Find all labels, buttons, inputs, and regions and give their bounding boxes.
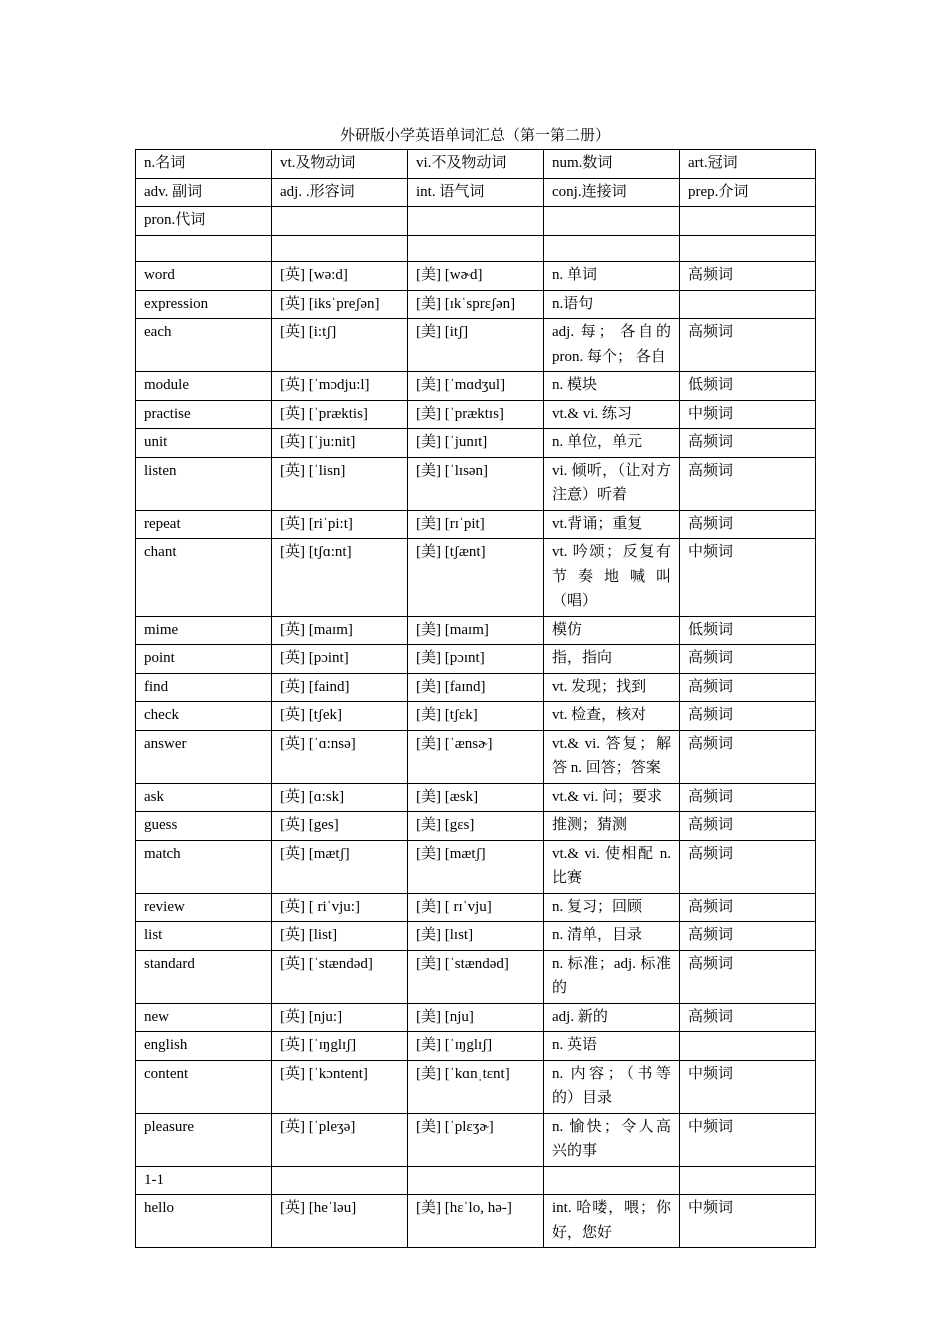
table-row	[136, 783, 816, 812]
us-phonetic-cell: [美] [ˈmɑdʒul]	[408, 372, 544, 401]
definition-cell: int. 哈喽，喂；你好，您好	[544, 1195, 680, 1248]
us-phonetic-cell: [美] [gɛs]	[408, 812, 544, 841]
us-phonetic-cell: [美] [ˈjunɪt]	[408, 429, 544, 458]
table-row	[136, 1166, 816, 1195]
uk-phonetic-cell	[272, 235, 408, 262]
definition-cell: n. 内容；（书等的）目录	[544, 1060, 680, 1113]
us-phonetic-cell: [美] [maɪm]	[408, 616, 544, 645]
us-phonetic-cell: [美] [hɛˈlo, hə-]	[408, 1195, 544, 1248]
word-cell: find	[136, 673, 272, 702]
table-row	[136, 207, 816, 236]
table-row	[136, 290, 816, 319]
definition-cell: n. 清单，目录	[544, 922, 680, 951]
document-title: 外研版小学英语单词汇总（第一第二册）	[339, 128, 610, 144]
frequency-cell: 中频词	[680, 539, 816, 617]
word-cell: pleasure	[136, 1113, 272, 1166]
frequency-cell	[680, 1166, 816, 1195]
word-cell: pron.代词	[136, 207, 272, 236]
frequency-cell: 高频词	[680, 457, 816, 510]
us-phonetic-cell: [美] [ˈlɪsən]	[408, 457, 544, 510]
definition-cell: n. 单位，单元	[544, 429, 680, 458]
us-phonetic-cell: [美] [ˈɪŋglɪʃ]	[408, 1032, 544, 1061]
frequency-cell	[680, 235, 816, 262]
frequency-cell: prep.介词	[680, 178, 816, 207]
us-phonetic-cell: [美] [ˈpræktɪs]	[408, 400, 544, 429]
frequency-cell: 高频词	[680, 893, 816, 922]
uk-phonetic-cell: [英] [ˈju:nit]	[272, 429, 408, 458]
uk-phonetic-cell: [英] [ riˈvju:]	[272, 893, 408, 922]
uk-phonetic-cell: [英] [riˈpi:t]	[272, 510, 408, 539]
us-phonetic-cell: [美] [ˈstændəd]	[408, 950, 544, 1003]
us-phonetic-cell: int. 语气词	[408, 178, 544, 207]
uk-phonetic-cell: [英] [ˈɑ:nsə]	[272, 730, 408, 783]
table-row	[136, 319, 816, 372]
definition-cell	[544, 235, 680, 262]
word-cell: ask	[136, 783, 272, 812]
word-cell: match	[136, 840, 272, 893]
word-cell: n.名词	[136, 150, 272, 179]
definition-cell: num.数词	[544, 150, 680, 179]
table-row	[136, 840, 816, 893]
word-cell: list	[136, 922, 272, 951]
table-row	[136, 457, 816, 510]
table-row	[136, 645, 816, 674]
frequency-cell: 高频词	[680, 730, 816, 783]
table-row	[136, 235, 816, 262]
us-phonetic-cell	[408, 235, 544, 262]
definition-cell: vt.& vi. 使相配 n. 比赛	[544, 840, 680, 893]
table-row	[136, 510, 816, 539]
frequency-cell: 高频词	[680, 922, 816, 951]
word-cell: word	[136, 262, 272, 291]
us-phonetic-cell	[408, 1166, 544, 1195]
frequency-cell: 高频词	[680, 510, 816, 539]
us-phonetic-cell: [美] [ˈænsɚ]	[408, 730, 544, 783]
frequency-cell: 中频词	[680, 1113, 816, 1166]
definition-cell: 推测；猜测	[544, 812, 680, 841]
table-row	[136, 950, 816, 1003]
word-cell: standard	[136, 950, 272, 1003]
uk-phonetic-cell: [英] [mætʃ]	[272, 840, 408, 893]
uk-phonetic-cell: [英] [ˈkɔntent]	[272, 1060, 408, 1113]
table-row	[136, 1195, 816, 1248]
uk-phonetic-cell: [英] [ˈmɔdju:l]	[272, 372, 408, 401]
us-phonetic-cell: [美] [mætʃ]	[408, 840, 544, 893]
table-row	[136, 730, 816, 783]
table-row	[136, 1060, 816, 1113]
us-phonetic-cell: [美] [ˈplɛʒɚ]	[408, 1113, 544, 1166]
definition-cell: vt.& vi. 答复；解答 n. 回答；答案	[544, 730, 680, 783]
word-cell: guess	[136, 812, 272, 841]
table-row	[136, 673, 816, 702]
table-row	[136, 539, 816, 617]
frequency-cell: 中频词	[680, 1195, 816, 1248]
definition-cell: n. 模块	[544, 372, 680, 401]
uk-phonetic-cell: [英] [tʃɑ:nt]	[272, 539, 408, 617]
uk-phonetic-cell: vt.及物动词	[272, 150, 408, 179]
us-phonetic-cell: [美] [itʃ]	[408, 319, 544, 372]
definition-cell: vt. 检查，核对	[544, 702, 680, 731]
definition-cell	[544, 1166, 680, 1195]
definition-cell: n. 标准；adj. 标准的	[544, 950, 680, 1003]
frequency-cell: 高频词	[680, 319, 816, 372]
us-phonetic-cell: [美] [ rɪˈvju]	[408, 893, 544, 922]
word-cell: module	[136, 372, 272, 401]
word-cell: content	[136, 1060, 272, 1113]
word-cell: repeat	[136, 510, 272, 539]
table-row	[136, 400, 816, 429]
uk-phonetic-cell: [英] [ges]	[272, 812, 408, 841]
definition-cell	[544, 207, 680, 236]
us-phonetic-cell: [美] [rɪˈpit]	[408, 510, 544, 539]
word-cell: english	[136, 1032, 272, 1061]
uk-phonetic-cell	[272, 207, 408, 236]
definition-cell: vt.& vi. 练习	[544, 400, 680, 429]
uk-phonetic-cell: [英] [ˈstændəd]	[272, 950, 408, 1003]
definition-cell: vt. 吟颂；反复有节 奏 地 喊 叫（唱）	[544, 539, 680, 617]
us-phonetic-cell: vi.不及物动词	[408, 150, 544, 179]
uk-phonetic-cell: [英] [ɑ:sk]	[272, 783, 408, 812]
table-row	[136, 178, 816, 207]
uk-phonetic-cell: [英] [ˈpleʒə]	[272, 1113, 408, 1166]
uk-phonetic-cell: [英] [ˈlisn]	[272, 457, 408, 510]
uk-phonetic-cell: [英] [ˈɪŋglɪʃ]	[272, 1032, 408, 1061]
word-cell: point	[136, 645, 272, 674]
us-phonetic-cell: [美] [nju]	[408, 1003, 544, 1032]
definition-cell: adj. 每； 各自的 pron. 每个； 各自	[544, 319, 680, 372]
uk-phonetic-cell: adj. .形容词	[272, 178, 408, 207]
definition-cell: vi. 倾听，（让对方注意）听着	[544, 457, 680, 510]
definition-cell: vt.背诵；重复	[544, 510, 680, 539]
definition-cell: n. 单词	[544, 262, 680, 291]
us-phonetic-cell	[408, 207, 544, 236]
frequency-cell: 高频词	[680, 812, 816, 841]
table-row	[136, 1003, 816, 1032]
word-cell	[136, 235, 272, 262]
definition-cell: n. 愉快；令人高兴的事	[544, 1113, 680, 1166]
frequency-cell: 中频词	[680, 1060, 816, 1113]
table-row	[136, 429, 816, 458]
uk-phonetic-cell: [英] [tʃek]	[272, 702, 408, 731]
frequency-cell: 高频词	[680, 702, 816, 731]
word-cell: adv. 副词	[136, 178, 272, 207]
word-cell: unit	[136, 429, 272, 458]
uk-phonetic-cell: [英] [ˈpræktis]	[272, 400, 408, 429]
uk-phonetic-cell: [英] [wə:d]	[272, 262, 408, 291]
table-row	[136, 150, 816, 179]
us-phonetic-cell: [美] [lɪst]	[408, 922, 544, 951]
word-cell: hello	[136, 1195, 272, 1248]
uk-phonetic-cell: [英] [heˈləu]	[272, 1195, 408, 1248]
definition-cell: vt. 发现；找到	[544, 673, 680, 702]
frequency-cell: 低频词	[680, 616, 816, 645]
word-cell: answer	[136, 730, 272, 783]
definition-cell: adj. 新的	[544, 1003, 680, 1032]
definition-cell: n. 复习；回顾	[544, 893, 680, 922]
word-cell: expression	[136, 290, 272, 319]
frequency-cell: 低频词	[680, 372, 816, 401]
frequency-cell	[680, 1032, 816, 1061]
table-row	[136, 1032, 816, 1061]
uk-phonetic-cell: [英] [list]	[272, 922, 408, 951]
word-cell: listen	[136, 457, 272, 510]
uk-phonetic-cell: [英] [i:tʃ]	[272, 319, 408, 372]
frequency-cell: 高频词	[680, 1003, 816, 1032]
word-cell: mime	[136, 616, 272, 645]
us-phonetic-cell: [美] [faɪnd]	[408, 673, 544, 702]
frequency-cell: 高频词	[680, 262, 816, 291]
us-phonetic-cell: [美] [tʃɛk]	[408, 702, 544, 731]
definition-cell: n. 英语	[544, 1032, 680, 1061]
word-cell: each	[136, 319, 272, 372]
us-phonetic-cell: [美] [ɪkˈsprɛʃən]	[408, 290, 544, 319]
frequency-cell: art.冠词	[680, 150, 816, 179]
frequency-cell: 中频词	[680, 400, 816, 429]
word-cell: new	[136, 1003, 272, 1032]
word-cell: check	[136, 702, 272, 731]
frequency-cell: 高频词	[680, 840, 816, 893]
frequency-cell: 高频词	[680, 429, 816, 458]
table-row	[136, 616, 816, 645]
definition-cell: conj.连接词	[544, 178, 680, 207]
table-row	[136, 812, 816, 841]
uk-phonetic-cell: [英] [iksˈpreʃən]	[272, 290, 408, 319]
us-phonetic-cell: [美] [wɚd]	[408, 262, 544, 291]
uk-phonetic-cell: [英] [maɪm]	[272, 616, 408, 645]
us-phonetic-cell: [美] [tʃænt]	[408, 539, 544, 617]
us-phonetic-cell: [美] [ˈkɑnˌtɛnt]	[408, 1060, 544, 1113]
table-row	[136, 922, 816, 951]
frequency-cell	[680, 290, 816, 319]
table-row	[136, 702, 816, 731]
uk-phonetic-cell	[272, 1166, 408, 1195]
word-cell: 1-1	[136, 1166, 272, 1195]
frequency-cell	[680, 207, 816, 236]
definition-cell: vt.& vi. 问；要求	[544, 783, 680, 812]
word-cell: review	[136, 893, 272, 922]
us-phonetic-cell: [美] [pɔɪnt]	[408, 645, 544, 674]
vocabulary-table	[135, 149, 816, 1248]
definition-cell: n.语句	[544, 290, 680, 319]
table-row	[136, 262, 816, 291]
frequency-cell: 高频词	[680, 783, 816, 812]
us-phonetic-cell: [美] [æsk]	[408, 783, 544, 812]
uk-phonetic-cell: [英] [pɔint]	[272, 645, 408, 674]
frequency-cell: 高频词	[680, 645, 816, 674]
word-cell: chant	[136, 539, 272, 617]
word-cell: practise	[136, 400, 272, 429]
table-row	[136, 1113, 816, 1166]
definition-cell: 模仿	[544, 616, 680, 645]
table-row	[136, 893, 816, 922]
frequency-cell: 高频词	[680, 673, 816, 702]
frequency-cell: 高频词	[680, 950, 816, 1003]
uk-phonetic-cell: [英] [nju:]	[272, 1003, 408, 1032]
definition-cell: 指，指向	[544, 645, 680, 674]
table-row	[136, 372, 816, 401]
uk-phonetic-cell: [英] [faind]	[272, 673, 408, 702]
